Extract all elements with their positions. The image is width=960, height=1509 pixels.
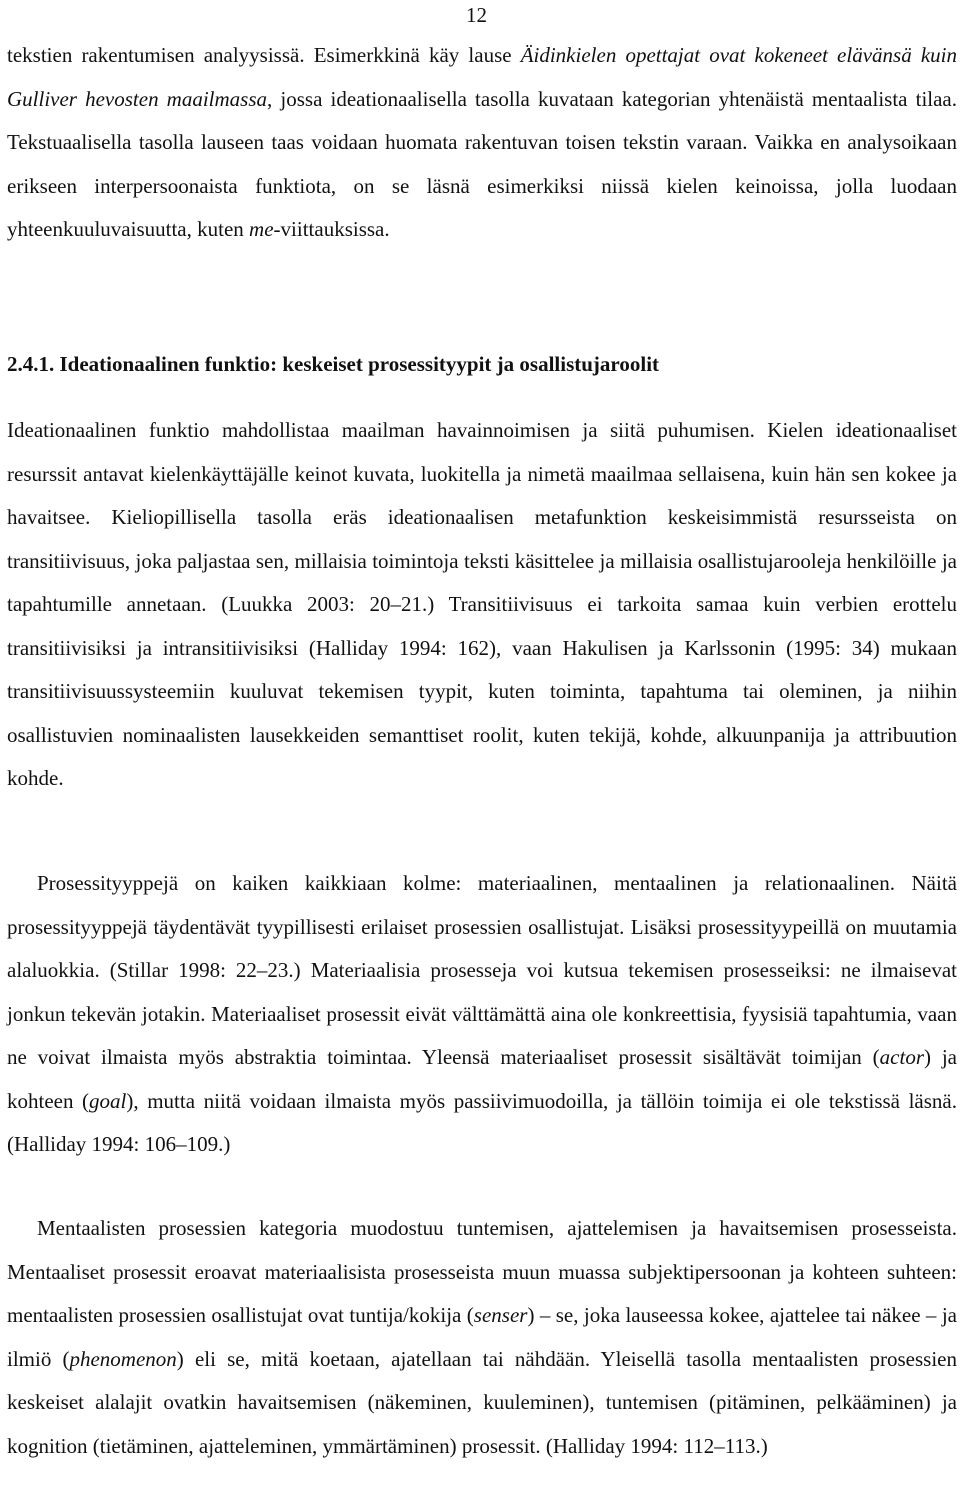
page-number: 12 xyxy=(466,3,487,27)
paragraph-process-text-1: Prosessityyppejä on kaiken kaikkiaan kolme: materiaalinen, mentaalinen ja relationaalinen. Näitä prosessityyppejä täydentävät tyypillisesti erilaiset prosessien osallistujat. Lisäksi prosessityypeillä on muutamia alaluokkia. (Stillar 1998: 22–23.) Materiaalisia prosesseja voi kutsua tekemisen prosesseiksi: ne ilmaisevat jonkun tekevän jotakin. Materiaaliset prosessit eivät välttämättä aina ole konkreettisia, fyysisiä tapahtumia, vaan ne voivat ilmaista myös abstraktia toimintaa. Yleensä materiaaliset prosessit sisältävät toimijan ( xyxy=(7,871,957,1069)
paragraph-mental-processes xyxy=(7,1207,957,1468)
actor-term: actor xyxy=(879,1045,924,1069)
paragraph-process-text-3: ), mutta niitä voidaan ilmaista myös passiivimuodoilla, ja tällöin toimija ei ole tekstissä läsnä. (Halliday 1994: 106–109.) xyxy=(7,1088,957,1156)
paragraph-mental-text-2: ) – se, joka lauseessa kokee, ajattelee tai näkee – ja ilmiö ( xyxy=(7,1303,957,1371)
phenomenon-term: phenomenon xyxy=(69,1346,177,1371)
section-heading: 2.4.1. Ideationaalinen funktio: keskeiset prosessityypit ja osallistujaroolit xyxy=(7,352,660,376)
paragraph-process-types xyxy=(7,862,957,1167)
paragraph-process-text-2: ) ja kohteen ( xyxy=(7,1045,958,1113)
paragraph-mental-text-1: Mentaalisten prosessien kategoria muodostuu tuntemisen, ajattelemisen ja havaitsemisen prosesseista. Mentaaliset prosessit eroavat materiaalisista prosesseista muun muassa subjektipersoonan ja kohteen suhteen: mentaalisten prosessien osallistujat ovat tuntija/kokija ( xyxy=(7,1216,957,1327)
senser-term: senser xyxy=(473,1303,528,1327)
paragraph-intro-text-3: -viittauksissa. xyxy=(273,217,390,241)
me-term: me xyxy=(249,217,274,241)
example-sentence: Äidinkielen opettajat ovat kokeneet elävänsä kuin Gulliver hevosten maailmassa xyxy=(7,43,957,111)
paragraph-intro xyxy=(7,34,957,252)
goal-term: goal xyxy=(89,1088,127,1113)
paragraph-intro-text-1: tekstien rakentumisen analyysissä. Esimerkkinä käy lause xyxy=(7,43,521,67)
paragraph-intro-text-2: , jossa ideationaalisella tasolla kuvataan kategorian yhtenäistä mentaalista tilaa. Tekstuaalisella tasolla lauseen taas voidaan huomata rakentuvan toisen tekstin varaan. Vaikka en analysoikaan erikseen interpersoonaista funktiota, on se läsnä esimerkiksi niissä kielen keinoissa, jolla luodaan yhteenkuuluvaisuutta, kuten xyxy=(7,86,958,241)
paragraph-ideational: Ideationaalinen funktio mahdollistaa maailman havainnoimisen ja siitä puhumisen. Kielen ideationaaliset resurssit antavat kielenkäyttäjälle keinot kuvata, luokitella ja nimetä maailmaa sellaisena, kuin hän sen kokee ja havaitsee. Kieliopillisella tasolla eräs ideationaalisen metafunktion keskeisimmistä resursseista on transitiivisuus, joka paljastaa sen, millaisia toimintoja teksti käsittelee ja millaisia osallistujarooleja henkilöille ja tapahtumille annetaan. (Luukka 2003: 20–21.) Transitiivisuus ei tarkoita samaa kuin verbien erottelu transitiivisiksi ja intransitiivisiksi (Halliday 1994: 162), vaan Hakulisen ja Karlssonin (1995: 34) mukaan transitiivisuussysteemiin kuuluvat tekemisen tyypit, kuten toiminta, tapahtuma tai oleminen, ja niihin osallistuvien nominaalisten lausekkeiden semanttiset roolit, kuten tekijä, kohde, alkuunpanija ja attribuution kohde. xyxy=(7,418,957,790)
paragraph-mental-text-3: ) eli se, mitä koetaan, ajatellaan tai nähdään. Yleisellä tasolla mentaalisten prosessien keskeiset alalajit ovatkin havaitsemisen (näkeminen, kuuleminen), tuntemisen (pitäminen, pelkääminen) ja kognition (tietäminen, ajatteleminen, ymmärtäminen) prosessit. (Halliday 1994: 112–113.) xyxy=(7,1346,957,1458)
